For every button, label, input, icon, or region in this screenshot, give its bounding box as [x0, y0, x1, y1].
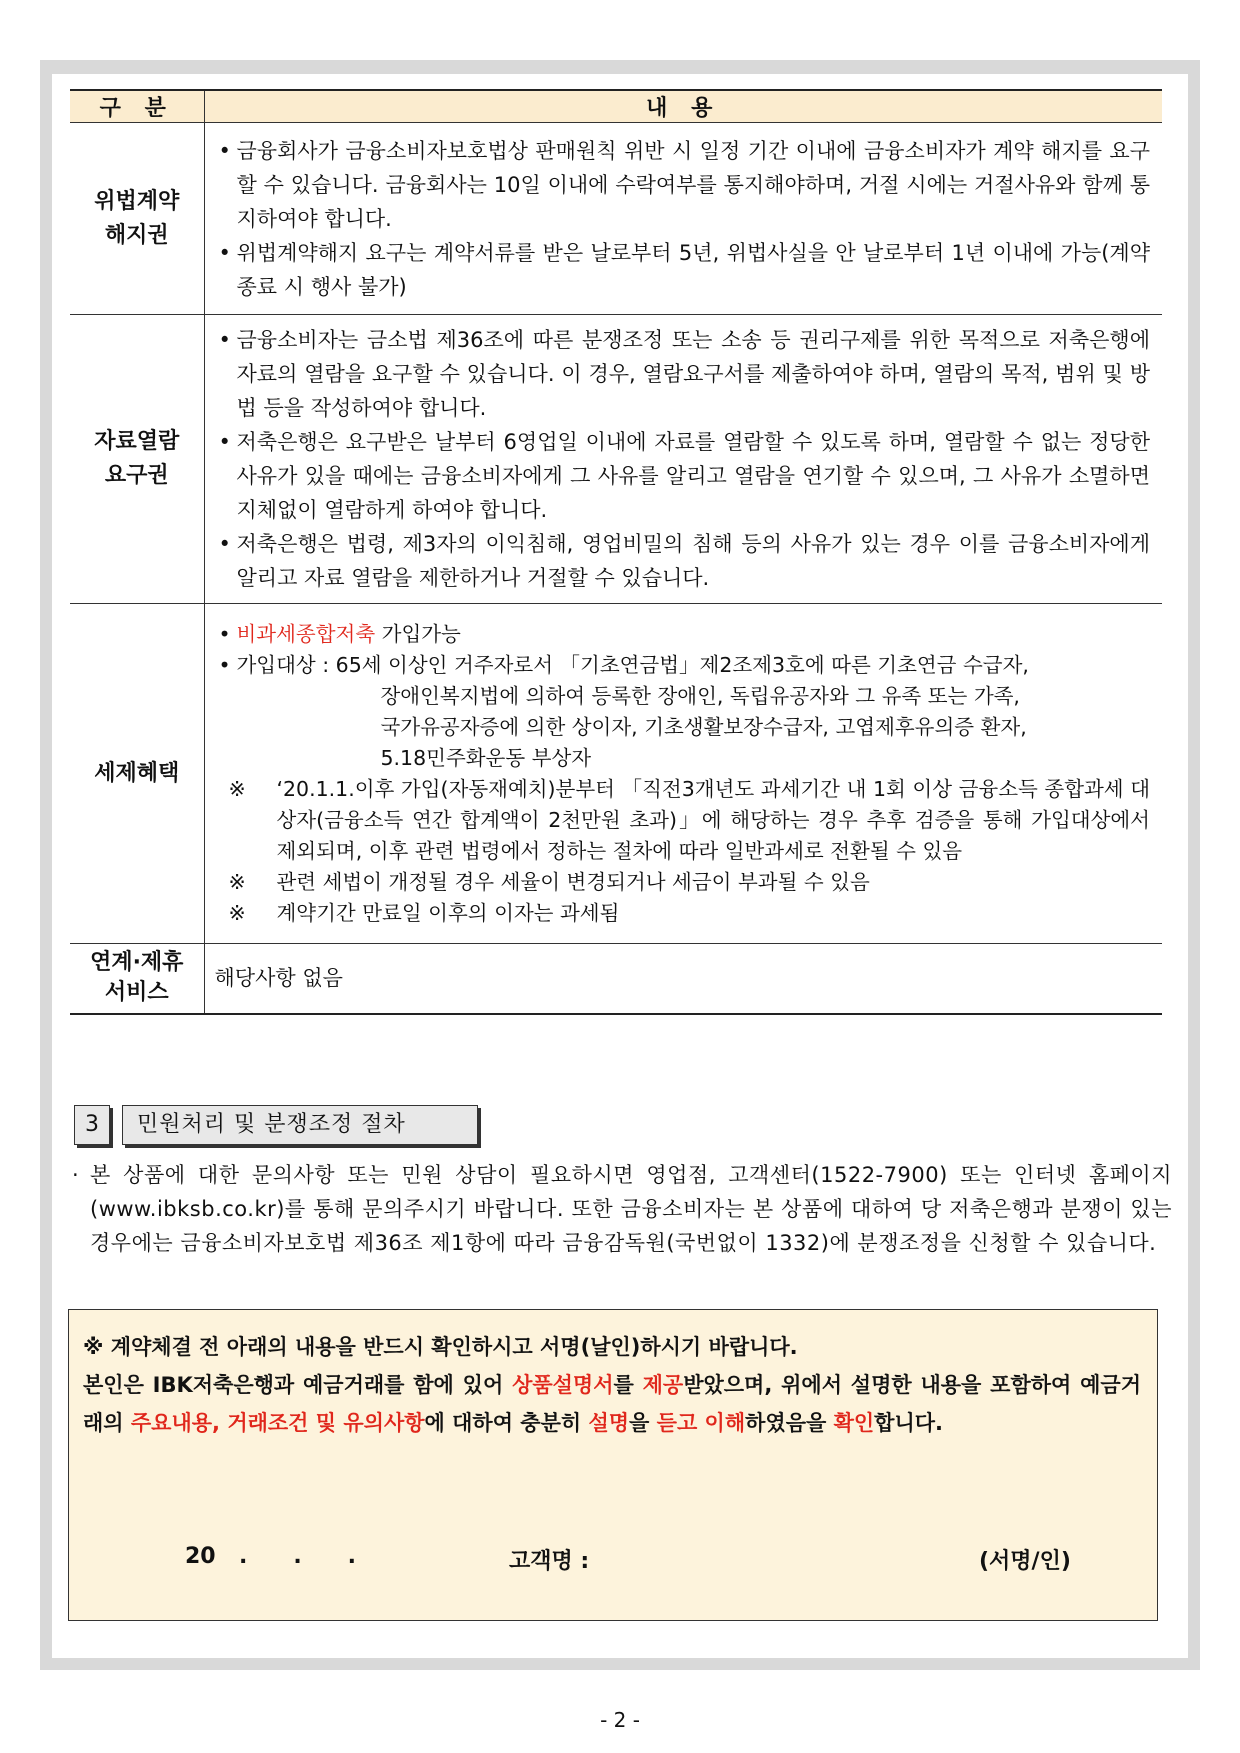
- row-label: 세제혜택: [70, 604, 204, 944]
- confirm-instruction: ※ 계약체결 전 아래의 내용을 반드시 확인하시고 서명(날인)하시기 바랍니다.: [83, 1335, 798, 1359]
- statement-text: 하였음을: [745, 1411, 834, 1435]
- table-row: [70, 123, 1162, 315]
- note-mark: ※: [228, 900, 246, 925]
- row-content: [204, 123, 1162, 315]
- confirm-statement: [83, 1366, 1141, 1442]
- statement-highlight: 상품설명서: [512, 1373, 614, 1397]
- statement-text: 에 대하여 충분히: [424, 1411, 589, 1435]
- note: [229, 898, 1151, 929]
- table-row: [70, 315, 1162, 604]
- bullet-item: • 금융소비자는 금소법 제36조에 따른 분쟁조정 또는 소송 등 권리구제를 위한 목적으로 저축은행에 자료의 열람을 요구할 수 있습니다. 이 경우, 열람요구서를 제출하여야 하며, 열람의 목적, 범위 및 방법 등을 작성하여야 합니다.: [215, 323, 1151, 425]
- statement-text: 받았으며, 위에서 설명한 내용을 포함하여 예금거래의: [83, 1373, 1141, 1435]
- section-number: 3: [74, 1105, 110, 1145]
- table-row: [70, 604, 1162, 944]
- bullet-item: [215, 650, 1151, 774]
- row-label-line: 연계·제휴: [90, 950, 184, 976]
- bullet-item: [215, 619, 1151, 650]
- table-header-row: [70, 90, 1162, 123]
- customer-name-label: 고객명 :: [509, 1549, 590, 1574]
- note-text: 관련 세법이 개정될 경우 세율이 변경되거나 세금이 부과될 수 있음: [276, 869, 870, 894]
- bullet-item: • 저축은행은 법령, 제3자의 이익침해, 영업비밀의 침해 등의 사유가 있는 경우 이를 금융소비자에게 알리고 자료 열람을 제한하거나 거절할 수 있습니다.: [215, 527, 1151, 595]
- statement-text: 본인은 IBK저축은행과 예금거래를 함에 있어: [83, 1373, 513, 1397]
- paragraph-text: 본 상품에 대한 문의사항 또는 민원 상담이 필요하시면 영업점, 고객센터(1522-7900) 또는 인터넷 홈페이지(www.ibksb.co.kr)를 통해 문의주시기 바랍니다. 또한 금융소비자는 본 상품에 대하여 당 저축은행과 분쟁이 있는 경우에는 금융소비자보호법 제36조 제1항에 따라 금융감독원(국번없이 1332)에 분쟁조정을 신청할 수 있습니다.: [90, 1163, 1172, 1255]
- header-content: 내 용: [204, 90, 1162, 123]
- complaint-paragraph: [72, 1158, 1172, 1260]
- row-content: 해당사항 없음: [204, 944, 1162, 1014]
- eligibility-line: 장애인복지법에 의하여 등록한 장애인, 독립유공자와 그 유족 또는 가족,: [380, 683, 1020, 708]
- row-label: [70, 944, 204, 1014]
- note: [229, 867, 1151, 898]
- row-label-line: 요구권: [104, 463, 169, 488]
- signature-label: (서명/인): [979, 1549, 1071, 1574]
- eligibility-line: 5.18민주화운동 부상자: [380, 745, 592, 770]
- header-category: 구 분: [70, 90, 204, 123]
- note-text: ‘20.1.1.이후 가입(자동재예치)분부터 「직전3개년도 과세기간 내 1회 이상 금융소득 종합과세 대상자(금융소득 연간 합계액이 2천만원 초과)」에 해당하는 경우 추후 검증을 통해 가입대상에서 제외되며, 이후 관련 법령에서 정하는 절차에 따라 일반과세로 전환될 수 있음: [276, 776, 1150, 863]
- statement-text: 합니다.: [874, 1411, 944, 1435]
- section-title: 민원처리 및 분쟁조정 절차: [122, 1105, 478, 1145]
- bullet-item: • 저축은행은 요구받은 날부터 6영업일 이내에 자료를 열람할 수 있도록 하며, 열람할 수 없는 정당한 사유가 있을 때에는 금융소비자에게 그 사유를 알리고 열람을 연기할 수 있으며, 그 사유가 소멸하면 지체없이 열람하게 하여야 합니다.: [215, 425, 1151, 527]
- note: [229, 774, 1151, 867]
- row-content: [204, 315, 1162, 604]
- confirmation-box: [68, 1309, 1158, 1621]
- date-dots: . . .: [239, 1544, 356, 1569]
- statement-highlight: 제공: [642, 1373, 684, 1397]
- bullet-item: • 위법계약해지 요구는 계약서류를 받은 날로부터 5년, 위법사실을 안 날로부터 1년 이내에 가능(계약 종료 시 행사 불가): [215, 236, 1151, 304]
- row-label-line: 해지권: [104, 222, 169, 248]
- eligibility-line: • 가입대상 : 65세 이상인 거주자로서 「기초연금법」제2조제3호에 따른 기초연금 수급자,: [236, 652, 1029, 677]
- note-text: 계약기간 만료일 이후의 이자는 과세됨: [276, 900, 620, 925]
- note-mark: ※: [228, 776, 246, 801]
- row-label: [70, 315, 204, 604]
- row-label-line: 서비스: [104, 980, 169, 1006]
- row-content: [204, 604, 1162, 944]
- row-label-line: 위법계약: [94, 188, 180, 214]
- date-year: 20: [185, 1544, 216, 1569]
- bullet-item: • 금융회사가 금융소비자보호법상 판매원칙 위반 시 일정 기간 이내에 금융소비자가 계약 해지를 요구할 수 있습니다. 금융회사는 10일 이내에 수락여부를 통지해야하며, 거절 시에는 거절사유와 함께 통지하여야 합니다.: [215, 134, 1151, 236]
- statement-highlight: 확인: [833, 1411, 875, 1435]
- row-label-line: 자료열람: [94, 429, 180, 454]
- statement-highlight: 듣고 이해: [656, 1411, 746, 1435]
- info-table: [70, 89, 1162, 1015]
- statement-highlight: 주요내용, 거래조건 및 유의사항: [130, 1411, 425, 1435]
- row-label: [70, 123, 204, 315]
- tax-free-product: 비과세종합저축: [236, 621, 376, 646]
- statement-highlight: 설명: [588, 1411, 630, 1435]
- page-number: - 2 -: [600, 1708, 640, 1732]
- statement-text: 를: [613, 1373, 643, 1397]
- note-mark: ※: [228, 869, 246, 894]
- table-row: [70, 944, 1162, 1014]
- bullet-mark: ·: [72, 1163, 80, 1187]
- eligibility-line: 국가유공자증에 의한 상이자, 기초생활보장수급자, 고엽제후유의증 환자,: [380, 714, 1027, 739]
- statement-text: 을: [629, 1411, 657, 1435]
- bullet-text: 가입가능: [375, 621, 461, 646]
